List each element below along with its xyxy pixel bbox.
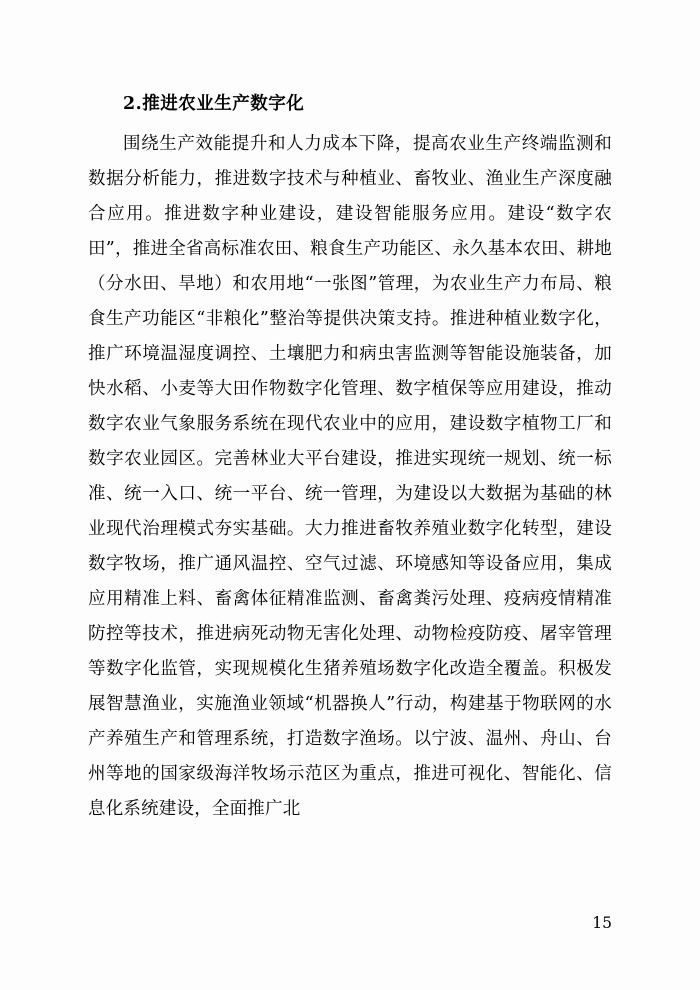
section-heading: 2.推进农业生产数字化 [123, 94, 305, 114]
page-number: 15 [592, 914, 612, 932]
body-paragraph: 围绕生产效能提升和人力成本下降，提高农业生产终端监测和数据分析能力，推进数字技术与种植业、畜牧业、渔业生产深度融合应用。推进数字种业建设，建设智能服务应用。建设“数字农田”，推进全省高标准农田、粮食生产功能区、永久基本农田、耕地（分水田、旱地）和农用地“一张图”管理，为农业生产力布局、粮食生产功能区“非粮化”整治等提供决策支持。推进种植业数字化，推广环境温湿度调控、土壤肥力和病虫害监测等智能设施装备，加快水稻、小麦等大田作物数字化管理、数字植保等应用建设，推动数字农业气象服务系统在现代农业中的应用，建设数字植物工厂和数字农业园区。完善林业大平台建设，推进实现统一规划、统一标准、统一入口、统一平台、统一管理，为建设以大数据为基础的林业现代治理模式夯实基础。大力推进畜牧养殖业数字化转型，建设数字牧场，推广通风温控、空气过滤、环境感知等设备应用，集成应用精准上料、畜禽体征精准监测、畜禽粪污处理、疫病疫情精准防控等技术，推进病死动物无害化处理、动物检疫防疫、屠宰管理等数字化监管，实现规模化生猪养殖场数字化改造全覆盖。积极发展智慧渔业，实施渔业领域“机器换人”行动，构建基于物联网的水产养殖生产和管理系统，打造数字渔场。以宁波、温州、舟山、台州等地的国家级海洋牧场示范区为重点，推进可视化、智能化、信息化系统建设，全面推广北 [88, 134, 612, 820]
